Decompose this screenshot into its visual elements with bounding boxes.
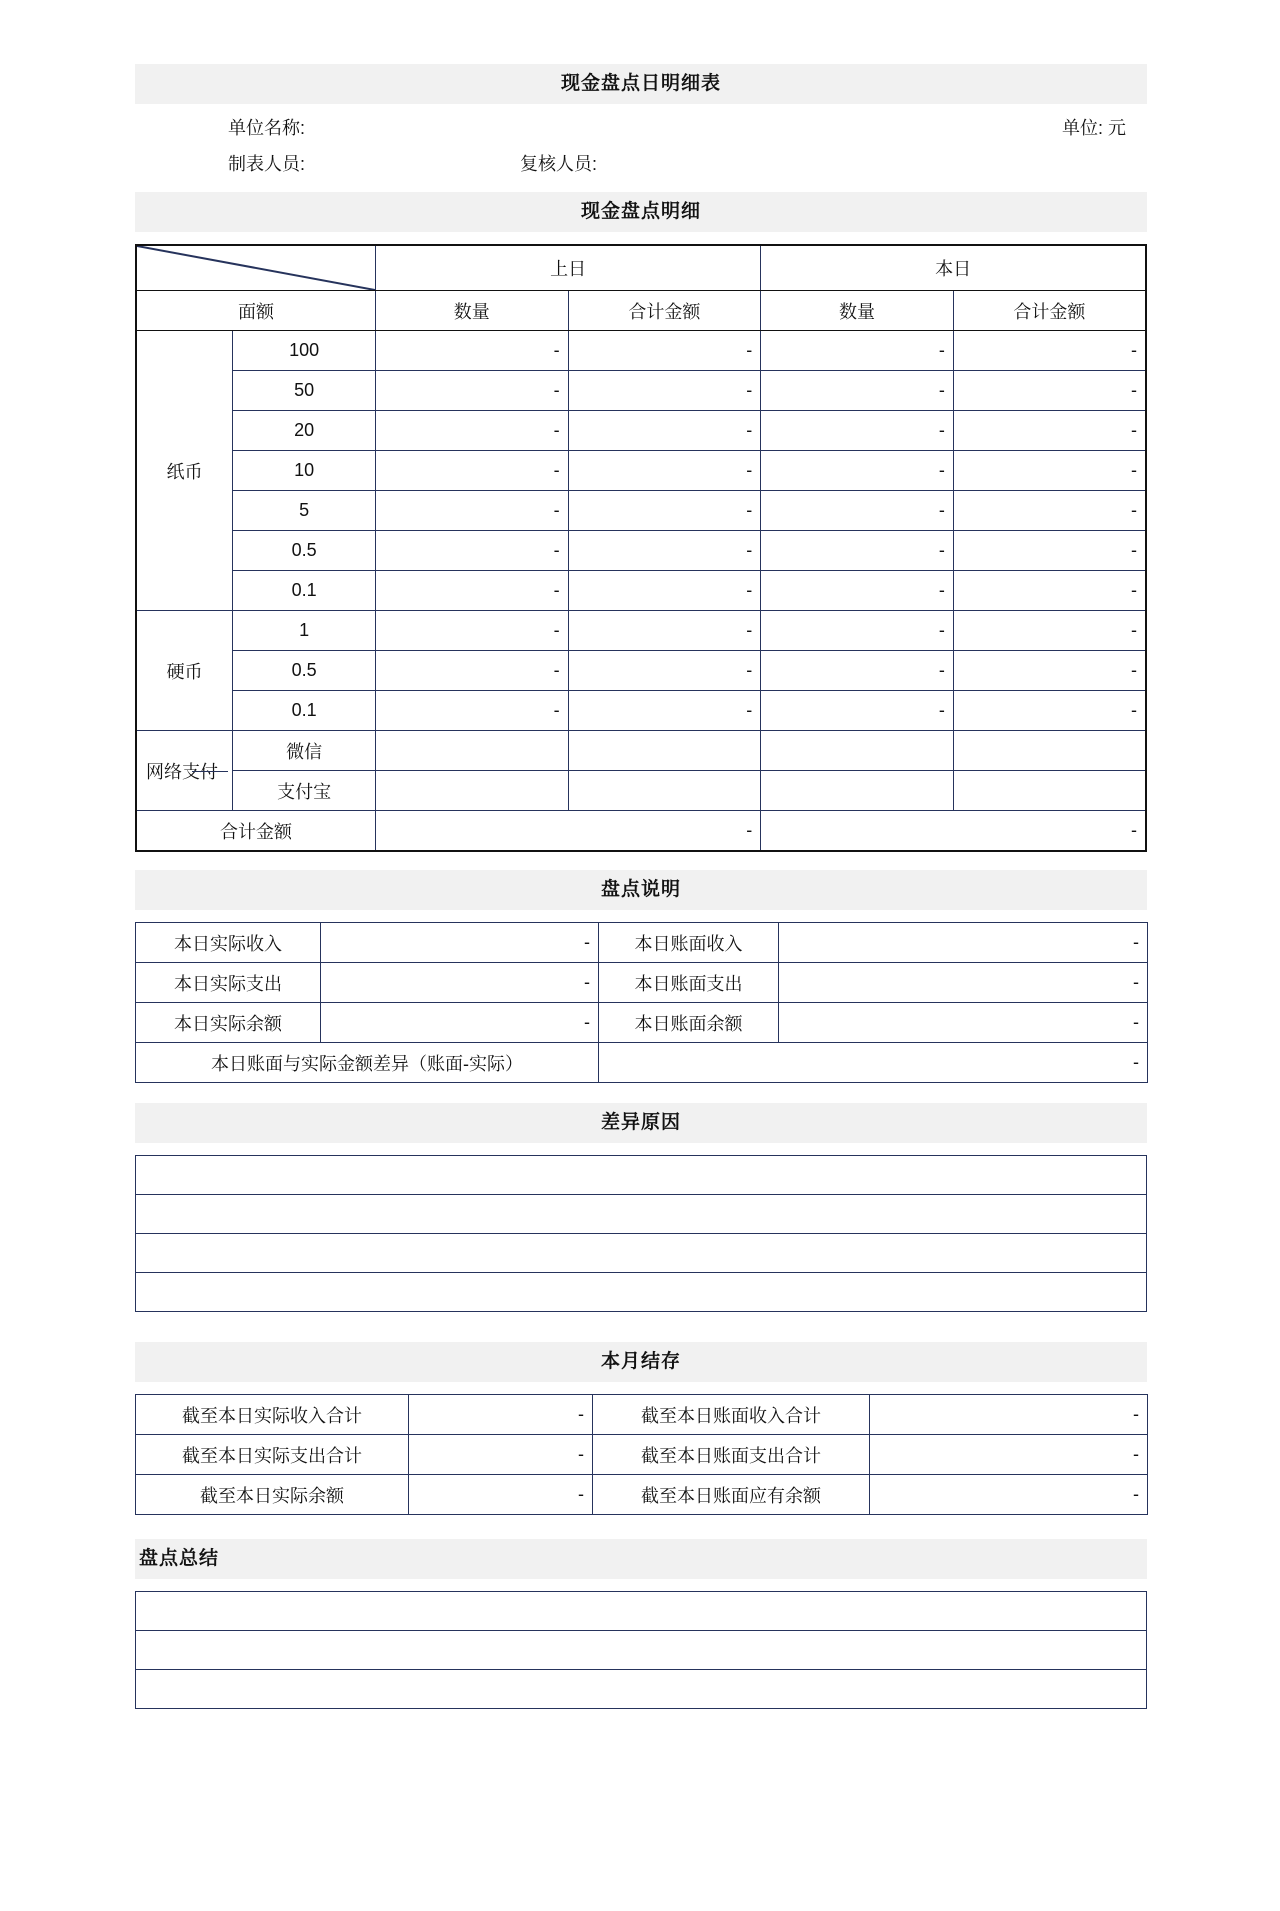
actual-income-value[interactable]: - <box>321 923 599 963</box>
company-name-label: 单位名称: <box>228 118 306 138</box>
prev-quantity-cell[interactable]: - <box>375 691 568 731</box>
prev-quantity-cell[interactable]: - <box>375 651 568 691</box>
summary-band: 盘点总结 <box>135 1539 1147 1579</box>
document-title: 现金盘点日明细表 <box>135 64 1147 104</box>
actual-balance-value[interactable]: - <box>321 1003 599 1043</box>
prev-amount-cell[interactable]: - <box>568 651 761 691</box>
list-item <box>136 1631 1147 1670</box>
online-payment-divider <box>192 771 228 772</box>
cash-count-table <box>135 244 1147 852</box>
prev-quantity-cell[interactable] <box>375 771 568 811</box>
actual-balance-label: 本日实际余额 <box>136 1003 321 1043</box>
denomination-cell: 支付宝 <box>233 771 376 811</box>
book-balance-label: 本日账面余额 <box>599 1003 779 1043</box>
table-row <box>136 1395 1148 1435</box>
prev-amount-cell[interactable] <box>568 771 761 811</box>
prev-amount-cell[interactable]: - <box>568 691 761 731</box>
variance-label: 本日账面与实际金额差异（账面-实际） <box>136 1043 599 1083</box>
count-note-band: 盘点说明 <box>135 870 1147 910</box>
book-balance-value[interactable]: - <box>779 1003 1148 1043</box>
mtd-actual-balance-label: 截至本日实际余额 <box>136 1475 409 1515</box>
header-today: 本日 <box>761 245 1146 291</box>
today-amount-cell[interactable] <box>953 731 1146 771</box>
table-row <box>136 611 1146 651</box>
header-prev-day: 上日 <box>375 245 760 291</box>
list-item <box>136 1195 1147 1234</box>
table-row <box>136 691 1146 731</box>
mtd-book-balance-label: 截至本日账面应有余额 <box>593 1475 870 1515</box>
denomination-cell: 20 <box>233 411 376 451</box>
today-quantity-cell[interactable]: - <box>761 571 954 611</box>
prev-amount-cell[interactable]: - <box>568 531 761 571</box>
denomination-cell: 5 <box>233 491 376 531</box>
list-item <box>136 1156 1147 1195</box>
prev-quantity-cell[interactable]: - <box>375 491 568 531</box>
group-label-online-payment <box>136 731 233 811</box>
header-prev-total: 合计金额 <box>568 291 761 331</box>
table-row <box>136 1435 1148 1475</box>
variance-reason-band: 差异原因 <box>135 1103 1147 1143</box>
variance-reason-line[interactable] <box>136 1195 1147 1234</box>
document-page <box>135 0 1147 1709</box>
actual-expense-value[interactable]: - <box>321 963 599 1003</box>
mtd-book-balance-value[interactable]: - <box>870 1475 1148 1515</box>
prev-quantity-cell[interactable] <box>375 731 568 771</box>
prev-amount-cell[interactable]: - <box>568 611 761 651</box>
denomination-cell: 微信 <box>233 731 376 771</box>
prev-quantity-cell[interactable]: - <box>375 571 568 611</box>
variance-reason-line[interactable] <box>136 1234 1147 1273</box>
table-row <box>136 923 1148 963</box>
today-amount-cell[interactable]: - <box>953 411 1146 451</box>
table-row <box>136 1003 1148 1043</box>
denomination-cell: 100 <box>233 331 376 371</box>
table-row <box>136 963 1148 1003</box>
today-quantity-cell[interactable]: - <box>761 531 954 571</box>
header-denomination: 面额 <box>136 291 375 331</box>
table-row <box>136 371 1146 411</box>
list-item <box>136 1273 1147 1312</box>
today-quantity-cell[interactable]: - <box>761 691 954 731</box>
cash-header-row-bottom <box>136 291 1146 331</box>
today-quantity-cell[interactable]: - <box>761 451 954 491</box>
table-row <box>136 1475 1148 1515</box>
cash-total-prev-day[interactable]: - <box>375 811 760 852</box>
mtd-actual-balance-value[interactable]: - <box>409 1475 593 1515</box>
denomination-cell: 50 <box>233 371 376 411</box>
variance-reason-line[interactable] <box>136 1156 1147 1195</box>
prev-amount-cell[interactable]: - <box>568 371 761 411</box>
actual-income-label: 本日实际收入 <box>136 923 321 963</box>
prev-amount-cell[interactable]: - <box>568 571 761 611</box>
count-note-table <box>135 922 1148 1083</box>
reviewer-label: 复核人员: <box>520 154 598 174</box>
prev-quantity-cell[interactable]: - <box>375 451 568 491</box>
today-amount-cell[interactable]: - <box>953 491 1146 531</box>
today-amount-cell[interactable]: - <box>953 331 1146 371</box>
cash-total-today[interactable]: - <box>761 811 1146 852</box>
header-prev-quantity: 数量 <box>375 291 568 331</box>
diagonal-line-icon <box>137 246 375 290</box>
cash-total-label: 合计金额 <box>136 811 375 852</box>
prev-amount-cell[interactable]: - <box>568 411 761 451</box>
book-expense-label: 本日账面支出 <box>599 963 779 1003</box>
book-income-value[interactable]: - <box>779 923 1148 963</box>
mtd-actual-income-label: 截至本日实际收入合计 <box>136 1395 409 1435</box>
variance-value[interactable]: - <box>599 1043 1148 1083</box>
header-diagonal-corner <box>136 245 375 291</box>
today-quantity-cell[interactable] <box>761 731 954 771</box>
today-amount-cell[interactable]: - <box>953 571 1146 611</box>
group-label-online-payment-text: 网络支付 <box>146 761 218 782</box>
mtd-book-income-value[interactable]: - <box>870 1395 1148 1435</box>
table-row <box>136 651 1146 691</box>
unit-note: 单位: 元 <box>1061 118 1126 138</box>
table-row <box>136 411 1146 451</box>
table-row <box>136 731 1146 771</box>
prev-quantity-cell[interactable]: - <box>375 611 568 651</box>
mtd-book-income-label: 截至本日账面收入合计 <box>593 1395 870 1435</box>
variance-reason-table <box>135 1155 1147 1312</box>
preparer-label: 制表人员: <box>228 154 306 174</box>
summary-table <box>135 1591 1147 1709</box>
book-income-label: 本日账面收入 <box>599 923 779 963</box>
prev-amount-cell[interactable]: - <box>568 491 761 531</box>
summary-line[interactable] <box>136 1631 1147 1670</box>
mtd-book-expense-label: 截至本日账面支出合计 <box>593 1435 870 1475</box>
meta-row-staff <box>135 146 1147 182</box>
denomination-cell: 0.5 <box>233 651 376 691</box>
prev-amount-cell[interactable] <box>568 731 761 771</box>
prev-quantity-cell[interactable]: - <box>375 531 568 571</box>
summary-line[interactable] <box>136 1592 1147 1631</box>
denomination-cell: 0.1 <box>233 691 376 731</box>
today-amount-cell[interactable]: - <box>953 691 1146 731</box>
mtd-book-expense-value[interactable]: - <box>870 1435 1148 1475</box>
today-quantity-cell[interactable] <box>761 771 954 811</box>
table-row <box>136 771 1146 811</box>
book-expense-value[interactable]: - <box>779 963 1148 1003</box>
list-item <box>136 1234 1147 1273</box>
denomination-cell: 10 <box>233 451 376 491</box>
today-amount-cell[interactable] <box>953 771 1146 811</box>
group-label-coin: 硬币 <box>136 611 233 731</box>
actual-expense-label: 本日实际支出 <box>136 963 321 1003</box>
denomination-cell: 1 <box>233 611 376 651</box>
today-quantity-cell[interactable]: - <box>761 491 954 531</box>
group-label-banknote: 纸币 <box>136 331 233 611</box>
list-item <box>136 1670 1147 1709</box>
today-quantity-cell[interactable]: - <box>761 371 954 411</box>
today-amount-cell[interactable]: - <box>953 531 1146 571</box>
today-amount-cell[interactable]: - <box>953 451 1146 491</box>
today-quantity-cell[interactable]: - <box>761 611 954 651</box>
variance-reason-line[interactable] <box>136 1273 1147 1312</box>
denomination-cell: 0.1 <box>233 571 376 611</box>
variance-row <box>136 1043 1148 1083</box>
table-row <box>136 451 1146 491</box>
header-today-total: 合计金额 <box>953 291 1146 331</box>
table-row <box>136 531 1146 571</box>
denomination-cell: 0.5 <box>233 531 376 571</box>
today-quantity-cell[interactable]: - <box>761 651 954 691</box>
cash-total-row <box>136 811 1146 852</box>
table-row <box>136 491 1146 531</box>
prev-quantity-cell[interactable]: - <box>375 411 568 451</box>
today-amount-cell[interactable]: - <box>953 371 1146 411</box>
cash-detail-band: 现金盘点明细 <box>135 192 1147 232</box>
today-amount-cell[interactable]: - <box>953 611 1146 651</box>
today-quantity-cell[interactable]: - <box>761 411 954 451</box>
summary-line[interactable] <box>136 1670 1147 1709</box>
header-today-quantity: 数量 <box>761 291 954 331</box>
cash-header-row-top <box>136 245 1146 291</box>
prev-amount-cell[interactable]: - <box>568 451 761 491</box>
prev-amount-cell[interactable]: - <box>568 331 761 371</box>
prev-quantity-cell[interactable]: - <box>375 331 568 371</box>
month-balance-table <box>135 1394 1148 1515</box>
today-amount-cell[interactable]: - <box>953 651 1146 691</box>
mtd-actual-expense-value[interactable]: - <box>409 1435 593 1475</box>
month-balance-band: 本月结存 <box>135 1342 1147 1382</box>
today-quantity-cell[interactable]: - <box>761 331 954 371</box>
table-row <box>136 571 1146 611</box>
meta-row-company <box>135 110 1147 146</box>
mtd-actual-expense-label: 截至本日实际支出合计 <box>136 1435 409 1475</box>
table-row <box>136 331 1146 371</box>
mtd-actual-income-value[interactable]: - <box>409 1395 593 1435</box>
prev-quantity-cell[interactable]: - <box>375 371 568 411</box>
list-item <box>136 1592 1147 1631</box>
